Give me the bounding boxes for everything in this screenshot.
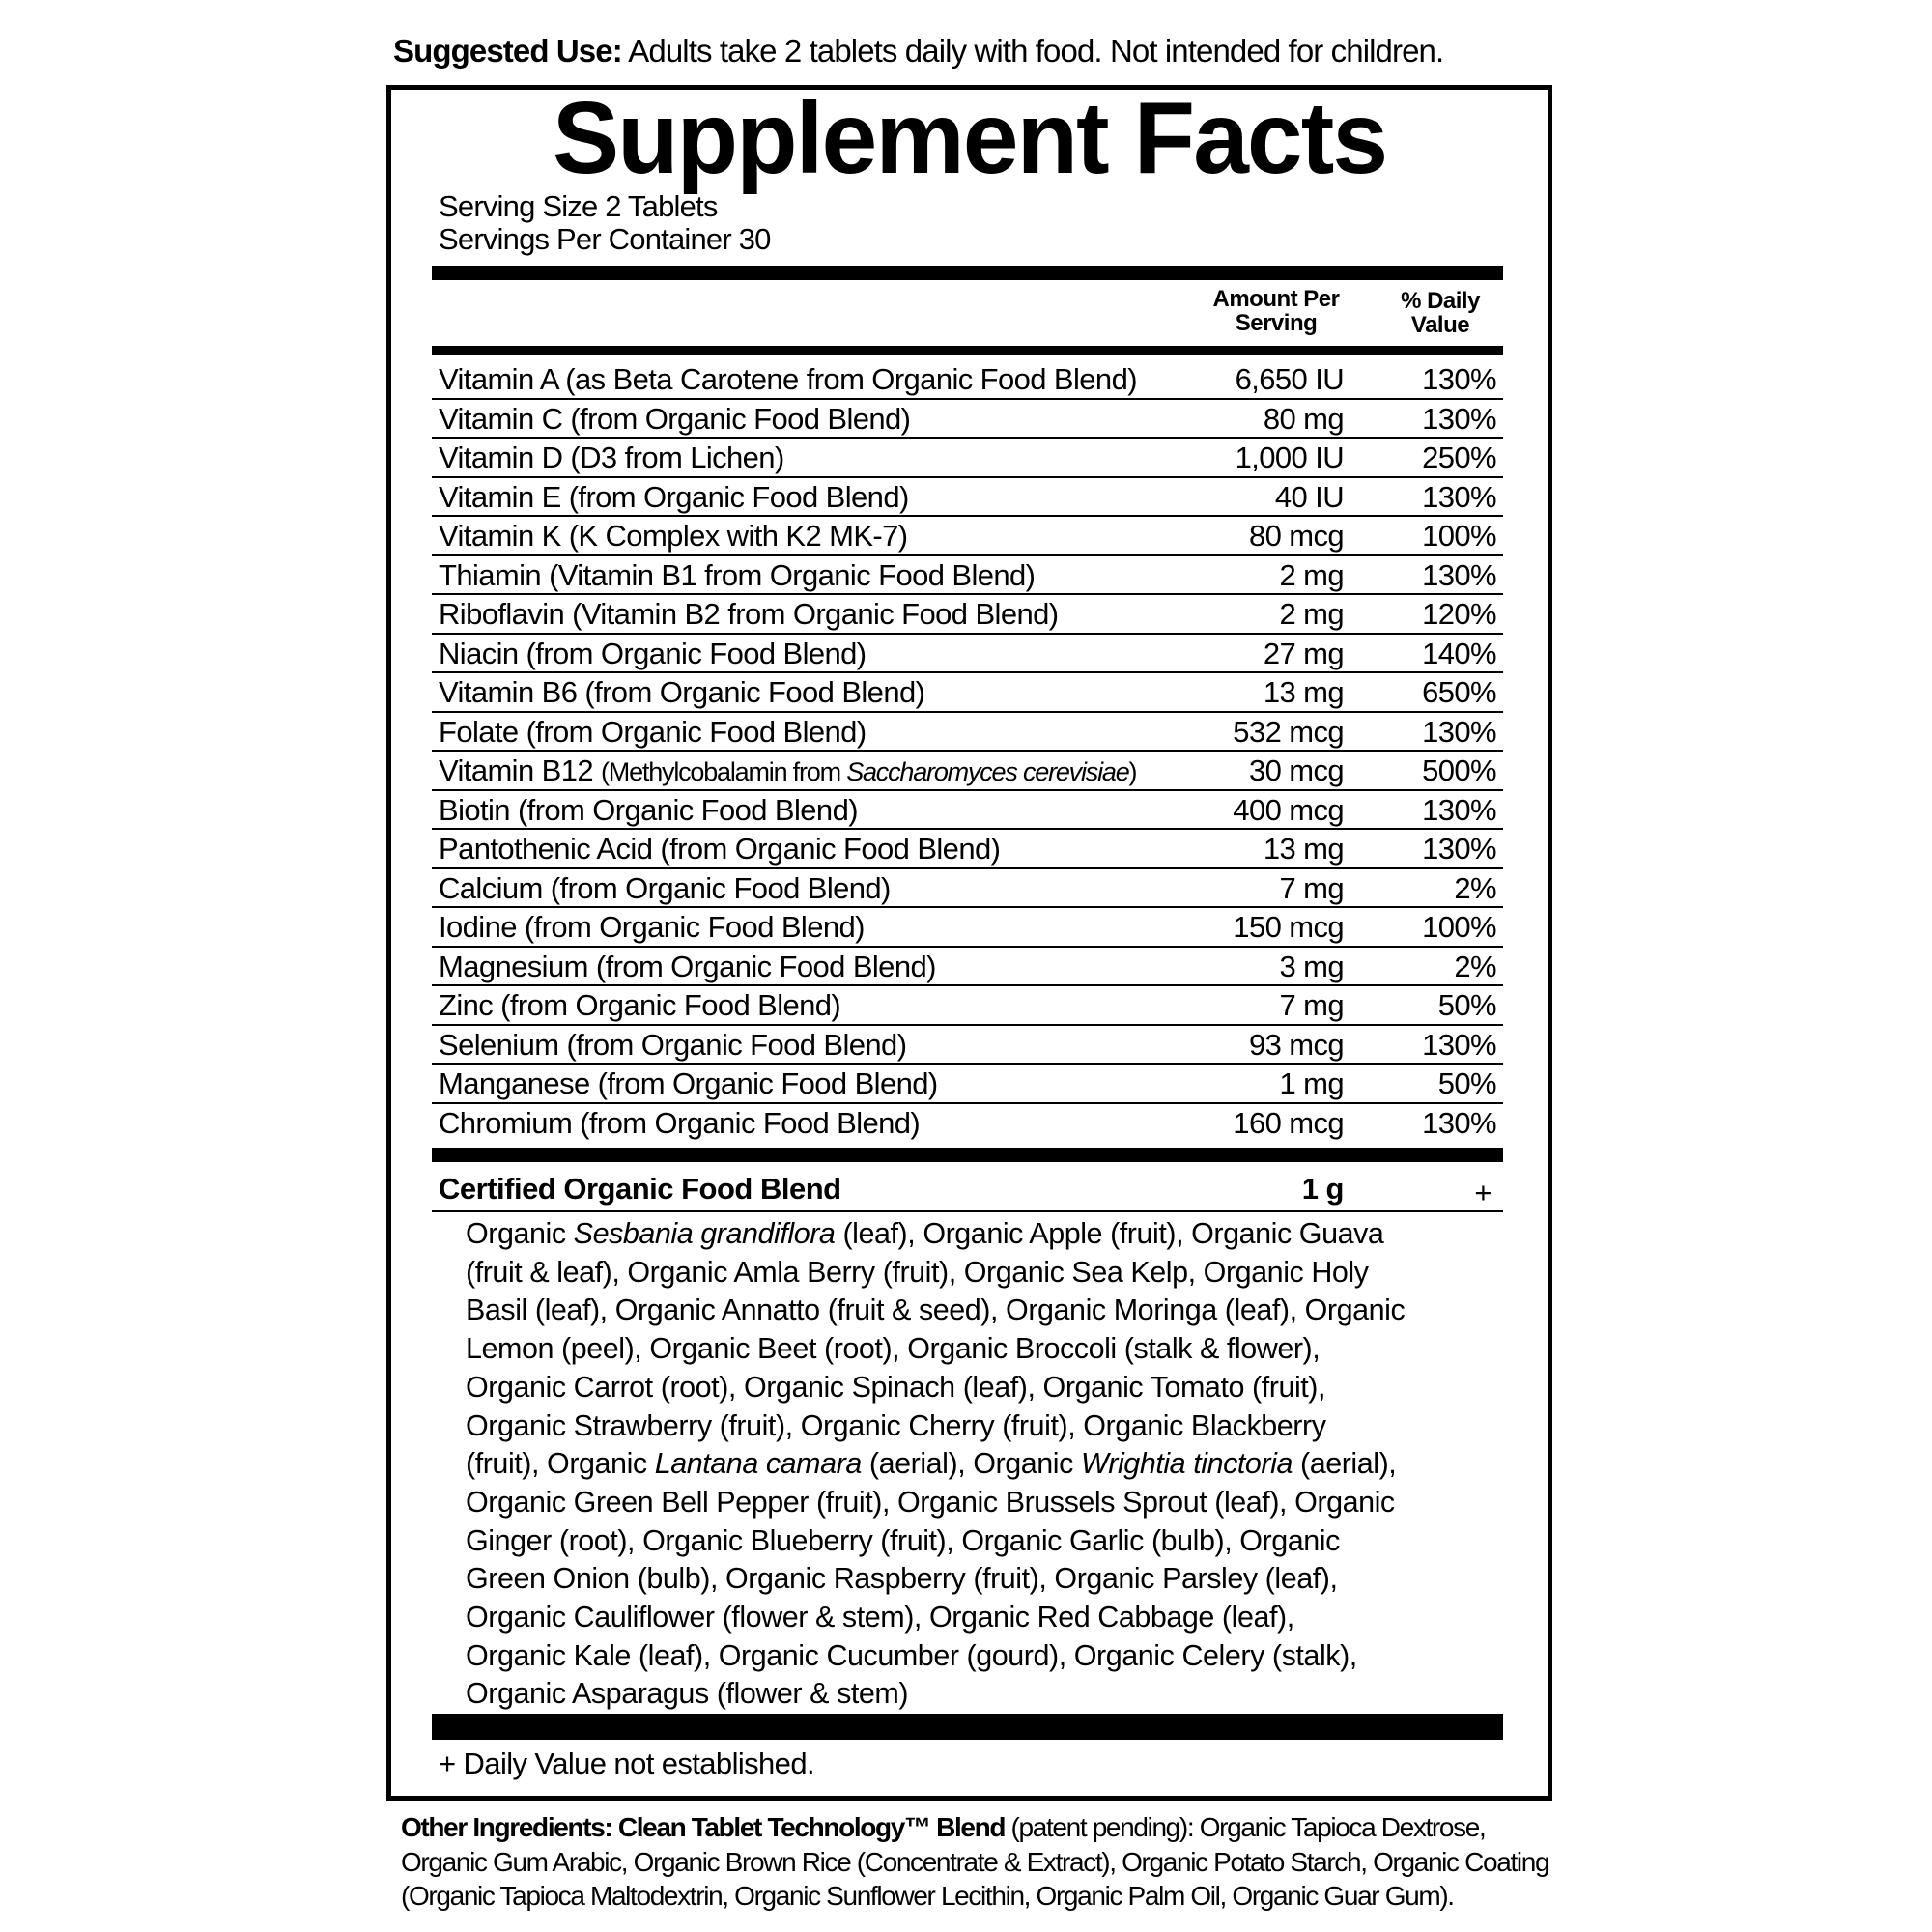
ingredient-text: Organic Cauliflower (flower & stem), Organic Red Cabbage (leaf), bbox=[466, 1601, 1294, 1634]
nutrient-amount: 6,650 IU bbox=[1235, 362, 1344, 396]
other-ingredients-label: Other Ingredients: Clean Tablet Technology™ Blend bbox=[401, 1812, 1006, 1842]
nutrient-row bbox=[432, 752, 1503, 791]
blend-amount: 1 g bbox=[1301, 1172, 1344, 1206]
nutrient-row bbox=[432, 830, 1503, 869]
nutrient-name: Zinc (from Organic Food Blend) bbox=[439, 988, 841, 1022]
nutrient-daily-value: 250% bbox=[1422, 440, 1496, 474]
nutrient-name: Vitamin D (D3 from Lichen) bbox=[439, 440, 784, 474]
divider-thick bbox=[432, 1714, 1503, 1740]
nutrient-name: Thiamin (Vitamin B1 from Organic Food Blend) bbox=[439, 557, 1036, 592]
nutrient-amount: 93 mcg bbox=[1248, 1027, 1344, 1062]
ingredient-text: (leaf), Organic Apple (fruit), Organic Guava bbox=[835, 1217, 1384, 1250]
other-ingredients-line: Organic Gum Arabic, Organic Brown Rice (Concentrate & Extract), Organic Potato Starch, Organic Coating bbox=[401, 1846, 1549, 1877]
suggested-use-label: Suggested Use: bbox=[393, 33, 622, 69]
ingredient-text: (aerial), Organic bbox=[861, 1447, 1081, 1481]
ingredient-text: (fruit), Organic bbox=[466, 1447, 655, 1481]
ingredient-line bbox=[466, 1369, 1405, 1407]
ingredient-text: Basil (leaf), Organic Annatto (fruit & seed), Organic Moringa (leaf), Organic bbox=[466, 1293, 1406, 1327]
nutrient-name: Biotin (from Organic Food Blend) bbox=[439, 792, 858, 827]
nutrient-daily-value: 100% bbox=[1422, 519, 1496, 553]
nutrient-daily-value: 130% bbox=[1422, 1105, 1496, 1140]
nutrient-daily-value: 500% bbox=[1422, 753, 1496, 787]
ingredient-text: Organic bbox=[466, 1217, 574, 1250]
nutrient-amount: 13 mg bbox=[1263, 832, 1344, 866]
nutrient-daily-value: 140% bbox=[1422, 636, 1496, 670]
nutrient-row bbox=[432, 1104, 1503, 1144]
nutrient-name-part: (Methylcobalamin from bbox=[601, 757, 847, 786]
nutrient-daily-value: 130% bbox=[1422, 714, 1496, 749]
divider-medium bbox=[432, 346, 1503, 355]
nutrient-row bbox=[432, 478, 1503, 518]
nutrient-name: Vitamin A (as Beta Carotene from Organic Food Blend) bbox=[439, 362, 1137, 396]
nutrient-daily-value: 130% bbox=[1422, 1027, 1496, 1062]
nutrient-daily-value: 130% bbox=[1422, 832, 1496, 866]
nutrient-row bbox=[432, 556, 1503, 596]
nutrient-daily-value: 120% bbox=[1422, 597, 1496, 631]
ingredient-line bbox=[466, 1675, 1405, 1714]
nutrient-row bbox=[432, 400, 1503, 440]
nutrient-row bbox=[432, 517, 1503, 556]
ingredient-line bbox=[466, 1599, 1405, 1637]
nutrient-name-detail bbox=[601, 757, 1136, 786]
nutrient-row bbox=[432, 673, 1503, 713]
other-ingredients bbox=[401, 1810, 1548, 1914]
nutrient-amount: 2 mg bbox=[1279, 597, 1344, 631]
ingredient-text: Organic Strawberry (fruit), Organic Cherry (fruit), Organic Blackberry bbox=[466, 1408, 1326, 1442]
nutrient-name: Calcium (from Organic Food Blend) bbox=[439, 870, 891, 905]
nutrient-row bbox=[432, 713, 1503, 753]
nutrient-name: Vitamin K (K Complex with K2 MK-7) bbox=[439, 519, 908, 553]
ingredient-text: Organic Green Bell Pepper (fruit), Organic Brussels Sprout (leaf), Organic bbox=[466, 1485, 1395, 1519]
nutrient-amount: 400 mcg bbox=[1233, 792, 1344, 827]
botanical-name: Lantana camara bbox=[654, 1447, 862, 1481]
ingredient-text: Lemon (peel), Organic Beet (root), Organic Broccoli (stalk & flower), bbox=[466, 1332, 1321, 1366]
ingredient-line bbox=[466, 1484, 1405, 1522]
nutrient-daily-value: 2% bbox=[1454, 949, 1496, 983]
nutrient-daily-value: 130% bbox=[1422, 401, 1496, 436]
nutrient-row bbox=[432, 948, 1503, 987]
nutrient-row bbox=[432, 1026, 1503, 1065]
nutrient-amount: 150 mcg bbox=[1233, 910, 1344, 944]
ingredient-line bbox=[466, 1330, 1405, 1369]
nutrient-amount: 80 mg bbox=[1263, 401, 1344, 436]
nutrient-daily-value: 130% bbox=[1422, 362, 1496, 396]
nutrient-daily-value: 50% bbox=[1437, 988, 1496, 1022]
nutrient-name: Folate (from Organic Food Blend) bbox=[439, 714, 867, 749]
nutrient-amount: 13 mg bbox=[1263, 675, 1344, 709]
ingredient-line bbox=[466, 1445, 1405, 1484]
nutrient-daily-value: 50% bbox=[1437, 1066, 1496, 1100]
ingredient-line bbox=[466, 1560, 1405, 1599]
panel-title: Supplement Facts bbox=[552, 81, 1387, 195]
nutrient-name: Pantothenic Acid (from Organic Food Blend) bbox=[439, 832, 1001, 866]
nutrient-row bbox=[432, 908, 1503, 948]
nutrient-name-part: Saccharomyces cerevisiae bbox=[846, 757, 1129, 786]
ingredient-text: Organic Carrot (root), Organic Spinach (leaf), Organic Tomato (fruit), bbox=[466, 1370, 1326, 1404]
nutrient-amount: 160 mcg bbox=[1233, 1105, 1344, 1140]
ingredient-text: Organic Asparagus (flower & stem) bbox=[466, 1677, 909, 1711]
nutrient-name: Iodine (from Organic Food Blend) bbox=[439, 910, 865, 944]
nutrient-row bbox=[432, 986, 1503, 1026]
nutrient-name: Chromium (from Organic Food Blend) bbox=[439, 1105, 921, 1140]
nutrient-name: Magnesium (from Organic Food Blend) bbox=[439, 949, 936, 983]
ingredient-text: (aerial), bbox=[1292, 1447, 1397, 1481]
nutrient-row bbox=[432, 439, 1503, 478]
ingredient-text: Ginger (root), Organic Blueberry (fruit), Organic Garlic (bulb), Organic bbox=[466, 1523, 1340, 1557]
header-line: Value bbox=[1410, 312, 1470, 338]
suggested-use bbox=[393, 33, 1443, 70]
footnote: + Daily Value not established. bbox=[439, 1747, 814, 1780]
ingredient-text: Organic Kale (leaf), Organic Cucumber (gourd), Organic Celery (stalk), bbox=[466, 1638, 1357, 1672]
nutrient-name: Niacin (from Organic Food Blend) bbox=[439, 636, 867, 670]
servings-per-container: Servings Per Container 30 bbox=[439, 222, 771, 256]
nutrient-name: Vitamin E (from Organic Food Blend) bbox=[439, 479, 909, 514]
blend-ingredients bbox=[466, 1215, 1405, 1714]
ingredient-line bbox=[466, 1522, 1405, 1561]
header-line: Amount Per bbox=[1212, 286, 1340, 312]
nutrient-amount: 27 mg bbox=[1263, 636, 1344, 670]
nutrient-amount: 40 IU bbox=[1274, 479, 1344, 514]
ingredient-line bbox=[466, 1254, 1405, 1293]
serving-size: Serving Size 2 Tablets bbox=[439, 189, 718, 223]
blend-dv: + bbox=[1474, 1176, 1492, 1209]
ingredient-text: Green Onion (bulb), Organic Raspberry (fruit), Organic Parsley (leaf), bbox=[466, 1562, 1338, 1596]
nutrient-amount: 3 mg bbox=[1279, 949, 1344, 983]
ingredient-line bbox=[466, 1292, 1405, 1330]
divider-thick bbox=[432, 266, 1503, 280]
nutrient-daily-value: 130% bbox=[1422, 557, 1496, 592]
nutrient-name-main: Vitamin B12 bbox=[439, 753, 593, 787]
ingredient-line bbox=[466, 1407, 1405, 1446]
nutrient-name: Vitamin B6 (from Organic Food Blend) bbox=[439, 675, 925, 709]
nutrient-name-part: ) bbox=[1128, 757, 1137, 786]
nutrient-row bbox=[432, 360, 1503, 400]
nutrient-amount: 1,000 IU bbox=[1235, 440, 1344, 474]
nutrient-amount: 532 mcg bbox=[1233, 714, 1344, 749]
blend-name: Certified Organic Food Blend bbox=[439, 1172, 841, 1206]
ingredient-text: (fruit & leaf), Organic Amla Berry (fruit), Organic Sea Kelp, Organic Holy bbox=[466, 1255, 1369, 1289]
nutrient-name bbox=[439, 752, 1136, 791]
ingredient-line bbox=[466, 1215, 1405, 1254]
header-line: Serving bbox=[1235, 310, 1318, 336]
nutrient-daily-value: 130% bbox=[1422, 792, 1496, 827]
nutrient-daily-value: 100% bbox=[1422, 910, 1496, 944]
blend-row bbox=[432, 1169, 1503, 1212]
nutrient-name: Selenium (from Organic Food Blend) bbox=[439, 1027, 907, 1062]
other-ingredients-line: (patent pending): Organic Tapioca Dextrose, bbox=[1005, 1812, 1486, 1842]
nutrient-amount: 7 mg bbox=[1279, 988, 1344, 1022]
nutrient-daily-value: 130% bbox=[1422, 479, 1496, 514]
nutrient-amount: 7 mg bbox=[1279, 870, 1344, 905]
nutrient-amount: 30 mcg bbox=[1248, 753, 1344, 787]
ingredient-line bbox=[466, 1637, 1405, 1676]
nutrient-amount: 80 mcg bbox=[1248, 519, 1344, 553]
amount-per-serving-header bbox=[1199, 287, 1353, 335]
nutrient-daily-value: 2% bbox=[1454, 870, 1496, 905]
nutrient-name: Manganese (from Organic Food Blend) bbox=[439, 1066, 938, 1100]
nutrient-name: Vitamin C (from Organic Food Blend) bbox=[439, 401, 911, 436]
nutrient-daily-value: 650% bbox=[1422, 675, 1496, 709]
nutrient-row bbox=[432, 869, 1503, 909]
header-line: % Daily bbox=[1401, 288, 1480, 314]
nutrient-amount: 1 mg bbox=[1279, 1066, 1344, 1100]
nutrient-row bbox=[432, 595, 1503, 635]
botanical-name: Wrightia tinctoria bbox=[1080, 1447, 1293, 1481]
botanical-name: Sesbania grandiflora bbox=[573, 1217, 836, 1250]
nutrient-row bbox=[432, 1065, 1503, 1104]
daily-value-header bbox=[1382, 289, 1498, 337]
suggested-use-text: Adults take 2 tablets daily with food. Not intended for children. bbox=[628, 33, 1444, 69]
nutrient-name: Riboflavin (Vitamin B2 from Organic Food Blend) bbox=[439, 597, 1059, 631]
divider-thick bbox=[432, 1148, 1503, 1162]
nutrient-amount: 2 mg bbox=[1279, 557, 1344, 592]
nutrient-row bbox=[432, 635, 1503, 674]
nutrient-row bbox=[432, 791, 1503, 831]
other-ingredients-line: (Organic Tapioca Maltodextrin, Organic Sunflower Lecithin, Organic Palm Oil, Organic Guar Gum). bbox=[401, 1881, 1454, 1911]
